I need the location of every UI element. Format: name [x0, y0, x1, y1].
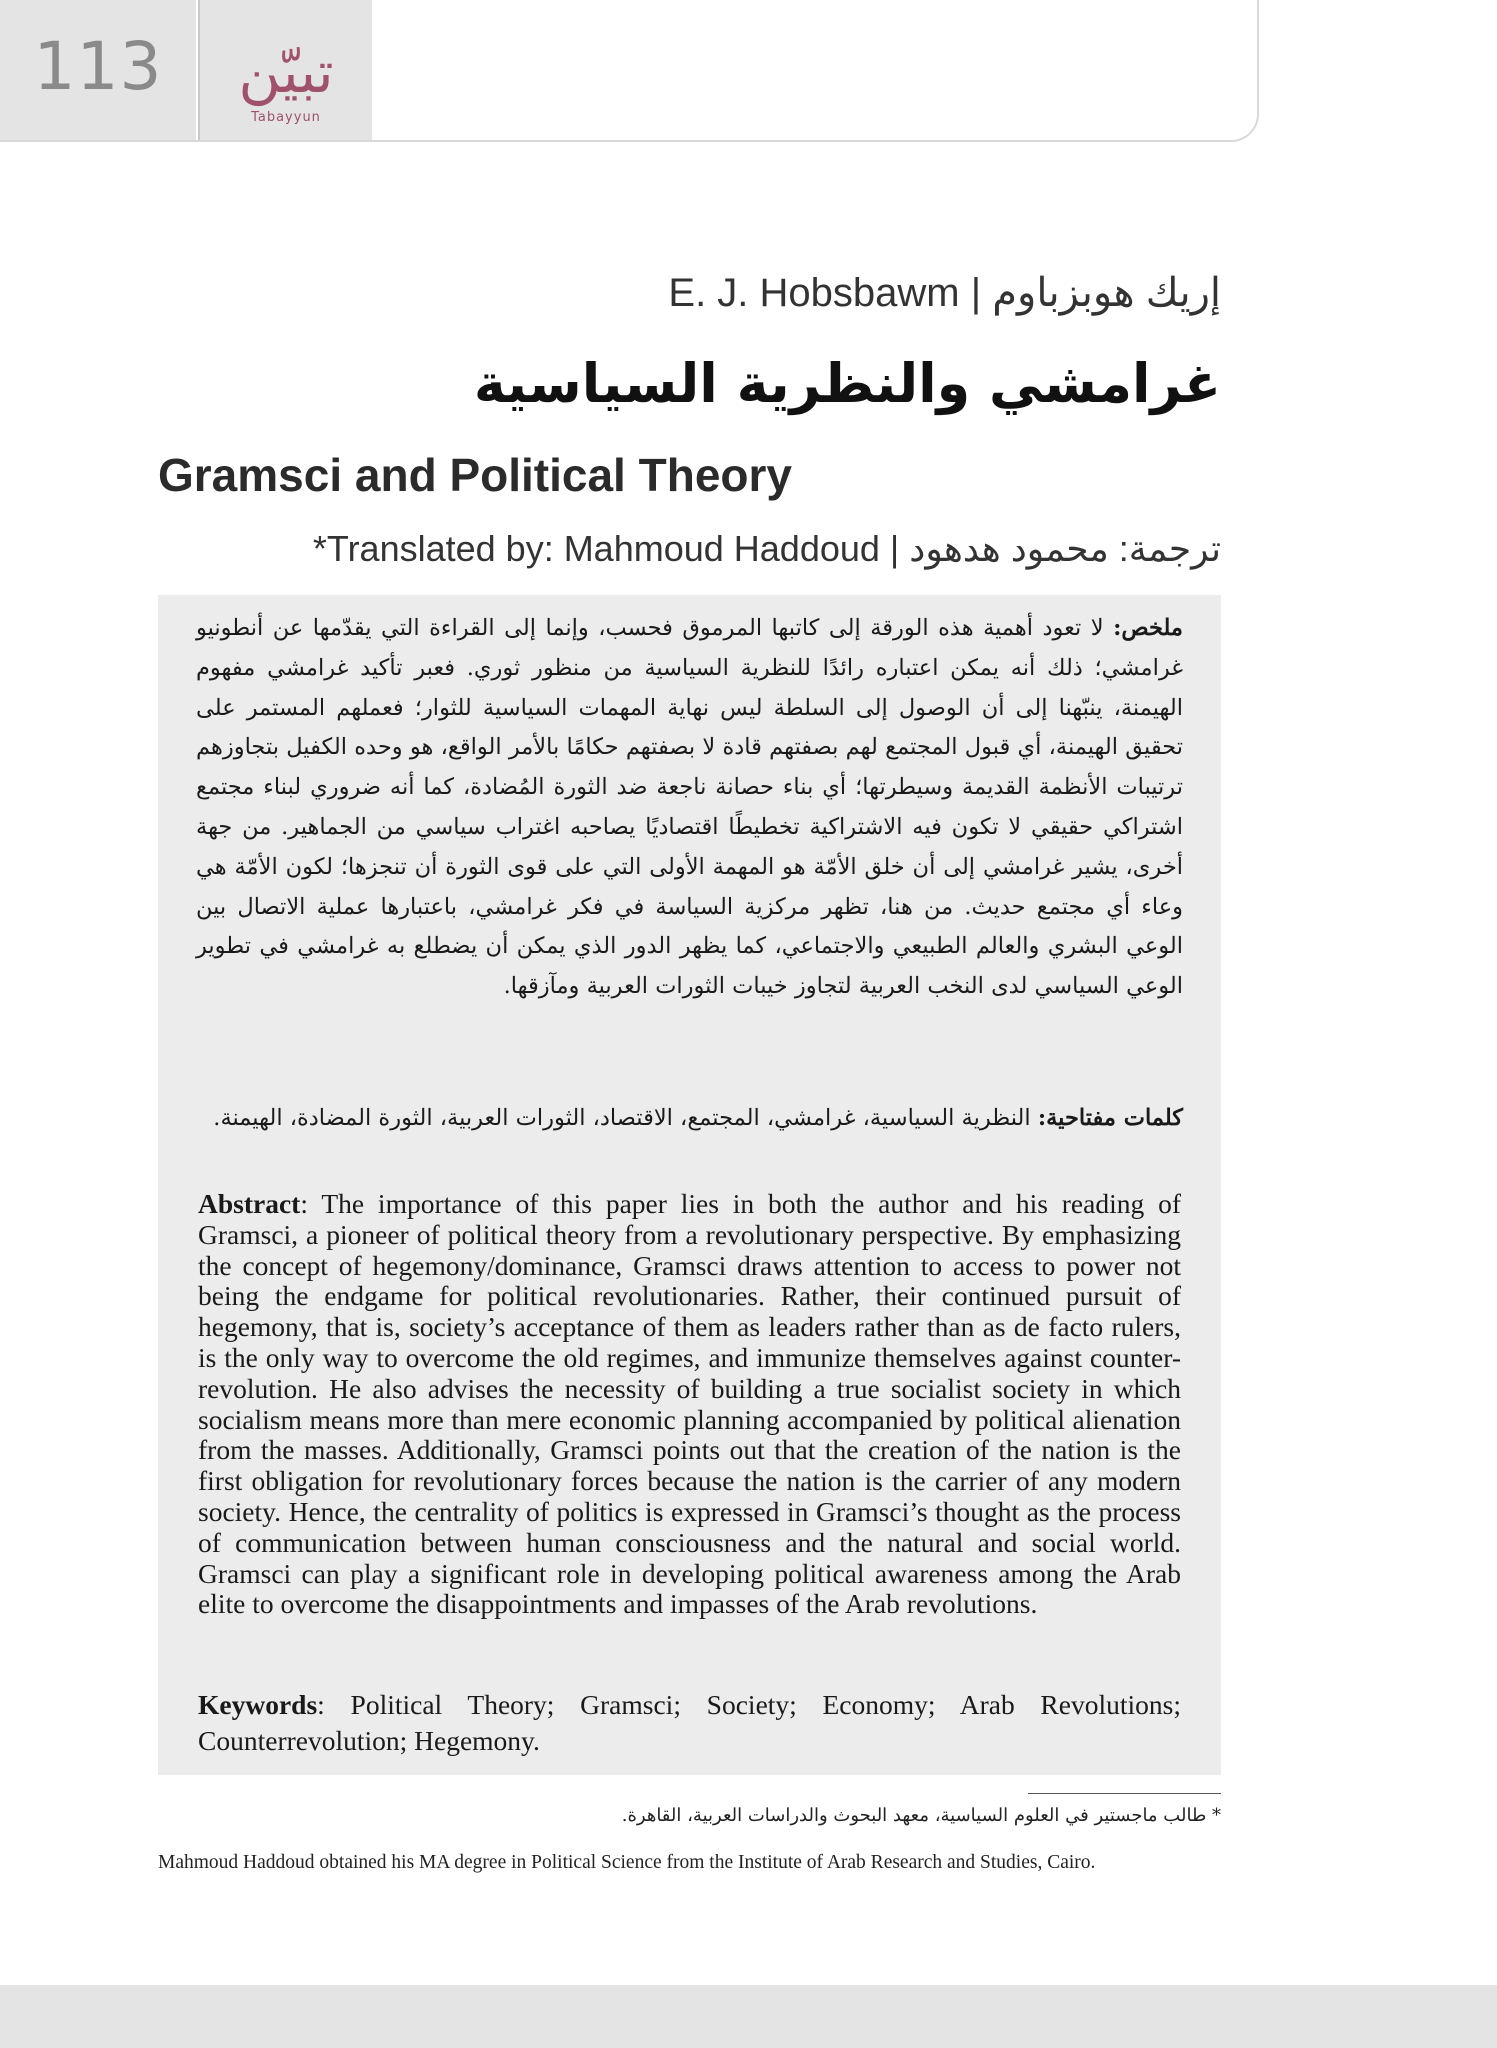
- article-title-arabic: غرامشي والنظرية السياسية: [473, 352, 1221, 415]
- arabic-abstract-text: لا تعود أهمية هذه الورقة إلى كاتبها المرموق فحسب، وإنما إلى القراءة التي يقدّمها عن أنطونيو غرامشي؛ ذلك أنه يمكن اعتباره رائدًا للنظرية السياسية من منظور ثوري. فعبر تأكيد غرامشي مفهوم الهيمنة، ينبّهنا إلى أن الوصول إلى السلطة ليس نهاية المهمات السياسية للثوار؛ فعملهم المستمر على تحقيق الهيمنة، أي قبول المجتمع لهم بصفتهم قادة لا بصفتهم حكامًا بالأمر الواقع، هو وحده الكفيل بتجاوزهم ترتيبات الأنظمة القديمة وسيطرتها؛ أي بناء حصانة ناجعة ضد الثورة المُضادة، كما أنه ضروري لبناء مجتمع اشتراكي حقيقي لا تكون فيه الاشتراكية تخطيطًا اقتصاديًا يصاحبه اغتراب سياسي من الجماهير. من جهة أخرى، يشير غرامشي إلى أن خلق الأمّة هو المهمة الأولى التي على قوى الثورة أن تنجزها؛ لكون الأمّة هي وعاء أي مجتمع حديث. من هنا، تظهر مركزية السياسة في فكر غرامشي، باعتبارها عملية الاتصال بين الوعي البشري والعالم الطبيعي والاجتماعي، كما يظهر الدور الذي يمكن أن يضطلع به غرامشي في تطوير الوعي السياسي لدى النخب العربية لتجاوز خيبات الثورات العربية ومآزقها.: [196, 615, 1183, 1000]
- footnote-divider: [1028, 1793, 1221, 1794]
- arabic-keywords-label: كلمات مفتاحية:: [1037, 1105, 1183, 1131]
- english-keywords-text: : Political Theory; Gramsci; Society; Economy; Arab Revolutions; Counterrevolution; Hegemony.: [198, 1689, 1181, 1756]
- english-abstract-text: : The importance of this paper lies in both the author and his reading of Gramsci, a pioneer of political theory from a revolutionary perspective. By emphasizing the concept of hegemony/dominance, Gramsci draws attention to access to power not being the endgame for political revolutionaries. Rather, their continued pursuit of hegemony, that is, society’s acceptance of them as leaders rather than as de facto rulers, is the only way to overcome the old regimes, and immunize themselves against counter-revolution. He also advises the necessity of building a true socialist society in which socialism means more than mere economic planning accompanied by political alienation from the masses. Additionally, Gramsci points out that the creation of the nation is the first obligation for revolutionary forces because the nation is the carrier of any modern society. Hence, the centrality of politics is expressed in Gramsci’s thought as the process of communication between human consciousness and the natural and social world. Gramsci can play a significant role in developing political awareness among the Arab elite to overcome the disappointments and impasses of the Arab revolutions.: [198, 1188, 1181, 1620]
- page-number: 113: [33, 28, 163, 105]
- translator-separator: |: [889, 528, 910, 569]
- translator-english: *Translated by: Mahmoud Haddoud: [312, 528, 880, 569]
- author-arabic: إريك هوبزباوم: [992, 271, 1221, 315]
- footnote-english: Mahmoud Haddoud obtained his MA degree in Political Science from the Institute of Arab Research and Studies, Cairo.: [158, 1852, 1096, 1873]
- arabic-keywords-text: النظرية السياسية، غرامشي، المجتمع، الاقتصاد، الثورات العربية، الثورة المضادة، الهيمنة.: [213, 1105, 1031, 1131]
- page-footer-band: [0, 1985, 1497, 2048]
- translator-line: [313, 528, 1221, 570]
- english-keywords: [198, 1687, 1181, 1759]
- journal-logo-arabic: تبيّن: [238, 38, 334, 106]
- author-line: [668, 270, 1221, 316]
- translator-arabic: ترجمة: محمود هدهود: [909, 528, 1221, 569]
- arabic-abstract-label: ملخص:: [1113, 615, 1183, 641]
- header-blank: [372, 0, 1257, 140]
- author-english: E. J. Hobsbawm: [668, 271, 960, 315]
- abstract-box: [158, 595, 1221, 1775]
- english-abstract-label: Abstract: [198, 1188, 301, 1219]
- english-keywords-label: Keywords: [198, 1689, 318, 1720]
- journal-logo: [198, 0, 372, 140]
- arabic-abstract: [196, 609, 1183, 1007]
- footnote-arabic: * طالب ماجستير في العلوم السياسية، معهد البحوث والدراسات العربية، القاهرة.: [621, 1805, 1221, 1826]
- page-number-box: [0, 0, 196, 140]
- arabic-keywords: [196, 1099, 1183, 1139]
- journal-logo-latin: Tabayyun: [251, 110, 321, 125]
- article-title-english: Gramsci and Political Theory: [158, 449, 792, 501]
- author-separator: |: [970, 271, 993, 315]
- english-abstract: [198, 1189, 1181, 1620]
- page-header: [0, 0, 1259, 142]
